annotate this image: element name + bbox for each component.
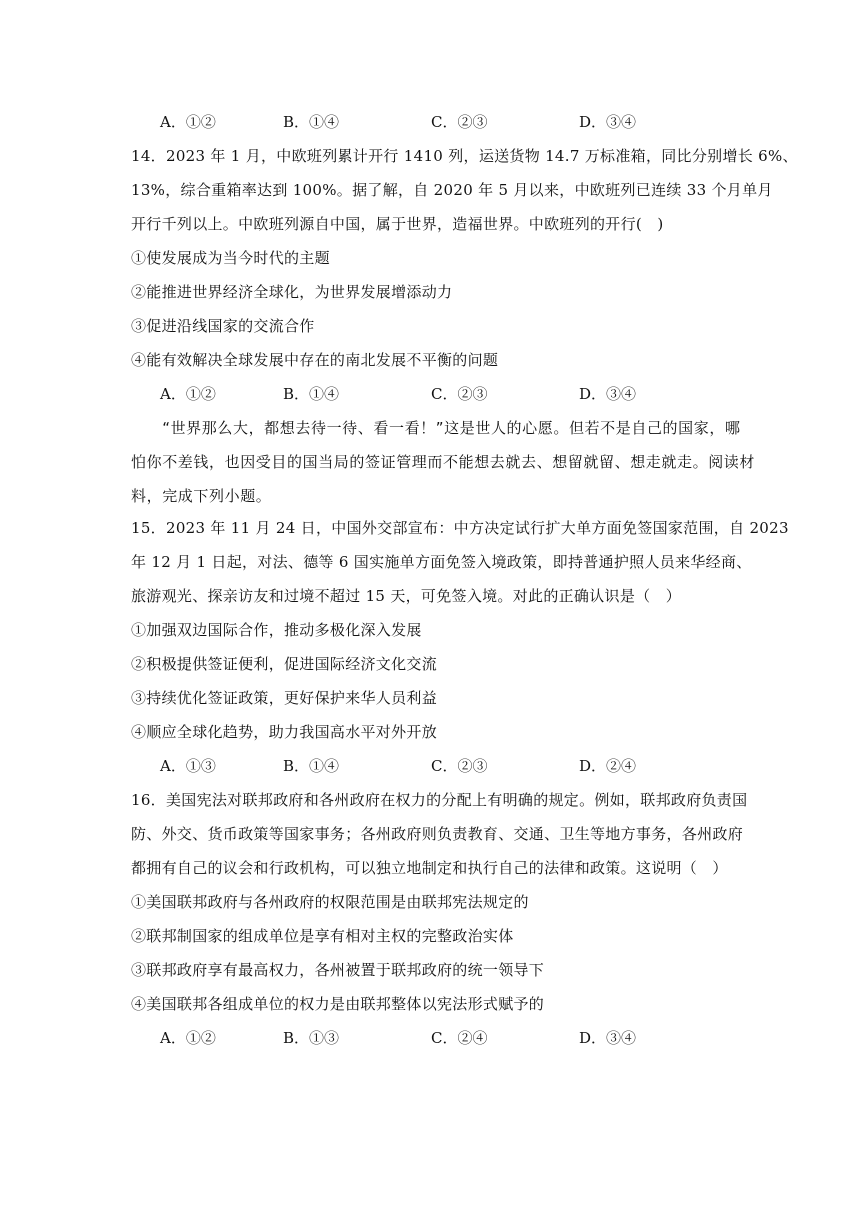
q14-option-c: C．②③ — [431, 385, 488, 403]
q16-statement-3: ③联邦政府享有最高权力，各州被置于联邦政府的统一领导下 — [131, 961, 545, 979]
q15-option-d: D．②④ — [579, 757, 637, 775]
q14-stem-line-3: 开行千列以上。中欧班列源自中国，属于世界，造福世界。中欧班列的开行( ) — [131, 215, 664, 233]
q15-option-c: C．②③ — [431, 757, 488, 775]
q14-option-b: B．①④ — [283, 385, 340, 403]
passage-line-3: 料，完成下列小题。 — [131, 487, 272, 505]
q15-option-a: A．①③ — [160, 757, 216, 775]
q15-stem-line-3: 旅游观光、探亲访友和过境不超过 15 天，可免签入境。对此的正确认识是（ ） — [131, 587, 682, 605]
q13-option-d: D．③④ — [579, 113, 637, 131]
q16-option-c: C．②④ — [431, 1029, 488, 1047]
q16-statement-1: ①美国联邦政府与各州政府的权限范围是由联邦宪法规定的 — [131, 893, 529, 911]
q15-statement-2: ②积极提供签证便利，促进国际经济文化交流 — [131, 655, 438, 673]
q14-option-d: D．③④ — [579, 385, 637, 403]
q15-statement-4: ④顺应全球化趋势，助力我国高水平对外开放 — [131, 723, 438, 741]
q14-statement-3: ③促进沿线国家的交流合作 — [131, 317, 315, 335]
passage-line-2: 怕你不差钱，也因受目的国当局的签证管理而不能想去就去、想留就留、想走就走。阅读材 — [131, 453, 756, 471]
q15-stem-line-2: 年 12 月 1 日起，对法、德等 6 国实施单方面免签入境政策，即持普通护照人员来华经商、 — [131, 553, 752, 571]
q14-stem-line-1: 14．2023 年 1 月，中欧班列累计开行 1410 列，运送货物 14.7 万标准箱，同比分别增长 6%、 — [131, 147, 798, 165]
q15-options — [160, 756, 760, 776]
q15-option-b: B．①④ — [283, 757, 340, 775]
q16-stem-line-2: 防、外交、货币政策等国家事务；各州政府则负责教育、交通、卫生等地方事务，各州政府 — [131, 825, 744, 843]
q15-statement-3: ③持续优化签证政策，更好保护来华人员利益 — [131, 689, 438, 707]
q16-option-d: D．③④ — [579, 1029, 637, 1047]
q14-statement-4: ④能有效解决全球发展中存在的南北发展不平衡的问题 — [131, 351, 499, 369]
q14-statement-1: ①使发展成为当今时代的主题 — [131, 249, 330, 267]
q16-stem-line-3: 都拥有自己的议会和行政机构，可以独立地制定和执行自己的法律和政策。这说明（ ） — [131, 859, 728, 877]
q16-statement-4: ④美国联邦各组成单位的权力是由联邦整体以宪法形式赋予的 — [131, 995, 545, 1013]
q13-option-a: A．①② — [160, 113, 216, 131]
q16-options — [160, 1028, 760, 1048]
q13-options — [160, 112, 760, 132]
q16-stem-line-1: 16．美国宪法对联邦政府和各州政府在权力的分配上有明确的规定。例如，联邦政府负责国 — [131, 791, 748, 809]
q16-option-b: B．①③ — [283, 1029, 340, 1047]
q15-statement-1: ①加强双边国际合作，推动多极化深入发展 — [131, 621, 422, 639]
q16-option-a: A．①② — [160, 1029, 216, 1047]
q16-statement-2: ②联邦制国家的组成单位是享有相对主权的完整政治实体 — [131, 927, 514, 945]
q14-stem-line-2: 13%，综合重箱率达到 100%。据了解，自 2020 年 5 月以来，中欧班列已连续 33 个月单月 — [131, 181, 773, 199]
q14-statement-2: ②能推进世界经济全球化，为世界发展增添动力 — [131, 283, 453, 301]
q14-option-a: A．①② — [160, 385, 216, 403]
q13-option-b: B．①④ — [283, 113, 340, 131]
q14-options — [160, 384, 760, 404]
q13-option-c: C．②③ — [431, 113, 488, 131]
passage-line-1: “世界那么大，都想去待一待、看一看！”这是世人的心愿。但若不是自己的国家，哪 — [131, 419, 741, 437]
q15-stem-line-1: 15．2023 年 11 月 24 日，中国外交部宣布：中方决定试行扩大单方面免签国家范围，自 2023 — [131, 519, 789, 537]
